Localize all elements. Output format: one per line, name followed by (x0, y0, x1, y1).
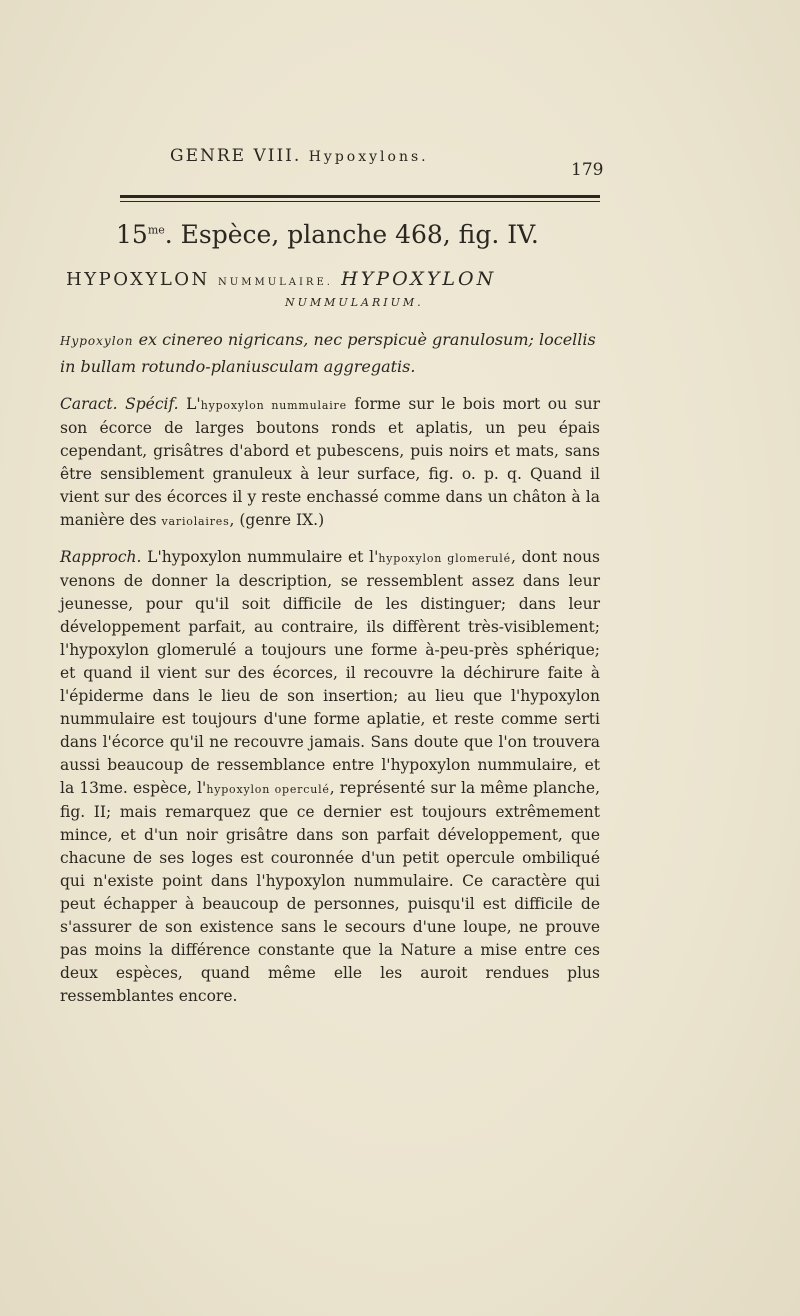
rapproch-label: Rapproch. (60, 548, 142, 566)
species-name-line-1 (66, 268, 496, 290)
caract-text-2: forme sur le bois mort ou sur son écorce de larges boutons ronds et aplatis, un peu épais cependant, grisâtres d'abord et pubescens, puis noirs et mats, sans être sensiblement granuleux à leur surface, fig. o. p. q. Quand il vient sur des écorces il y reste enchassé comme dans un châton à la manière des (60, 395, 600, 529)
header-rule-thin (120, 201, 600, 202)
species-number: 15 (116, 220, 148, 249)
rapproch-smallcaps-2: hypoxylon operculé (206, 783, 330, 796)
caract-text-3: , (genre IX.) (229, 511, 325, 529)
genre-label: GENRE VIII. (170, 146, 302, 166)
rapproch-text-2: , dont nous venons de donner la description, se ressemblent assez dans leur jeunesse, pour qu'il soit difficile de les distinguer; dans leur développement parfait, au contraire, ils diffèrent très-visiblement; l'hypoxylon glomerulé a toujours une forme à-peu-près sphérique; et quand il vient sur des écorces, il recouvre la déchirure faite à l'épiderme dans le lieu de son insertion; au lieu que l'hypoxylon nummulaire est toujours d'une forme aplatie, et reste comme serti dans l'écorce qu'il ne recouvre jamais. Sans doute que l'on trouvera aussi beaucoup de ressemblance entre l'hypoxylon nummulaire, et la 13me. espèce, l' (60, 548, 601, 797)
latin-name-upper: HYPOXYLON (341, 268, 497, 290)
rapproch-paragraph (60, 546, 600, 1008)
header-rule-thick (120, 195, 600, 198)
running-title (170, 146, 429, 166)
caract-smallcaps-1: hypoxylon nummulaire (200, 399, 347, 412)
page-number: 179 (571, 160, 604, 180)
rapproch-text-1: L'hypoxylon nummulaire et l' (141, 548, 379, 566)
caract-label: Caract. Spécif. (60, 395, 179, 413)
species-heading (116, 220, 539, 249)
latin-diagnosis (60, 327, 600, 379)
species-heading-text: . Espèce, planche 468, fig. IV. (164, 220, 539, 249)
caract-smallcaps-2: variolaires (161, 515, 230, 528)
rapproch-smallcaps-1: hypoxylon glomerulé (378, 552, 511, 565)
french-name-upper: HYPOXYLON (66, 269, 210, 290)
latin-diagnosis-text: ex cinereo nigricans, nec perspicuè granulosum; locellis in bullam rotundo-planiusculam aggregatis. (60, 330, 596, 376)
latin-diagnosis-lead: Hypoxylon (60, 334, 134, 348)
caract-paragraph (60, 393, 600, 533)
latin-name-line-2: NUMMULARIUM. (285, 296, 424, 309)
species-number-suffix: me (147, 223, 165, 237)
running-header (170, 146, 600, 176)
caract-text-1: L' (178, 395, 201, 413)
rapproch-text-3: , représenté sur la même planche, fig. II; mais remarquez que ce dernier est toujours extrêmement mince, et d'un noir grisâtre dans son parfait développement, que chacune de ses loges est couronnée d'un petit opercule ombiliqué qui n'existe point dans l'hypoxylon nummulaire. Ce caractère qui peut échapper à beaucoup de personnes, puisqu'il est difficile de s'assurer de son existence sans le secours d'une loupe, ne prouve pas moins la différence constante que la Nature a mise entre ces deux espèces, quand même elle les auroit rendues plus ressemblantes encore. (60, 779, 600, 1005)
french-name-small: NUMMULAIRE. (218, 277, 333, 288)
section-label: Hypoxylons. (308, 149, 429, 165)
